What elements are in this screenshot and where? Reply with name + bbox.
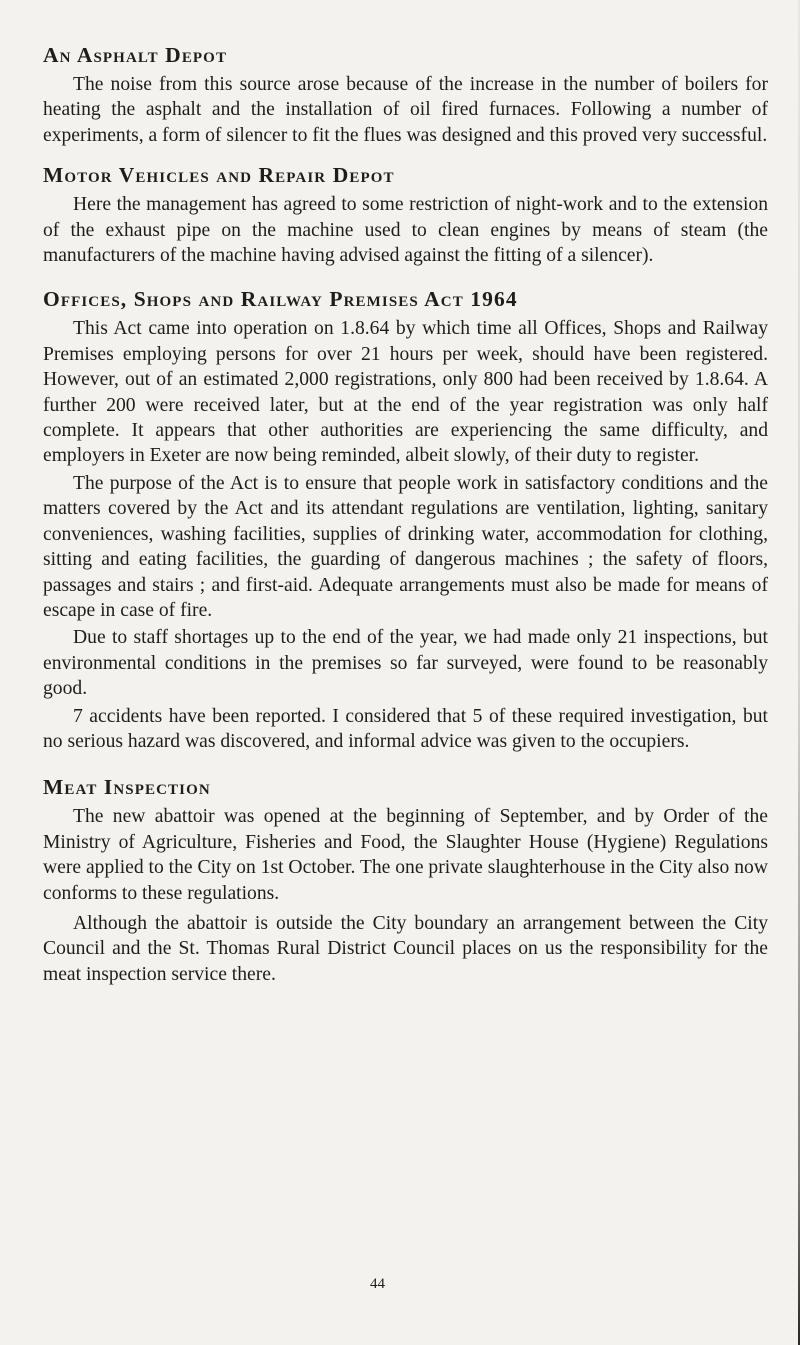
paragraph: The purpose of the Act is to ensure that people work in satisfactory conditions and the matters covered by the Act and its attendant regulations are ventilation, lighting, sanitary conveniences, washing facilities, supplies of drinking water, accommodation for clothing, sitting and eating facilities, the guarding of dangerous machines ; the safety of floors, passages and stairs ; and first-aid. Adequate arrangements must also be made for means of escape in case of fire. xyxy=(43,472,768,621)
section-meat-inspection xyxy=(43,772,768,987)
paragraph: Due to staff shortages up to the end of the year, we had made only 21 inspections, but environmental conditions in the premises so far surveyed, were found to be reasonably good. xyxy=(43,627,768,700)
paragraph: Although the abattoir is outside the City boundary an arrangement between the City Council and the St. Thomas Rural District Council places on us the responsibility for the meat inspection service there. xyxy=(43,912,768,985)
section-heading: An Asphalt Depot xyxy=(43,43,228,67)
document-page xyxy=(43,40,768,987)
section-offices-shops-railway-act xyxy=(43,284,768,754)
paragraph: This Act came into operation on 1.8.64 by which time all Offices, Shops and Railway Premises employing persons for over 21 hours per week, should have been registered. However, out of an estimated 2,000 registrations, only 800 had been received by 1.8.64. A further 200 were received later, but at the end of the year registration was only half complete. It appears that other authorities are experiencing the same difficulty, and employers in Exeter are now being reminded, albeit slowly, of their duty to register. xyxy=(43,318,768,467)
paragraph: The noise from this source arose because of the increase in the number of boilers for heating the asphalt and the installation of oil fired furnaces. Following a number of experiments, a form of silencer to fit the flues was designed and this proved very successful. xyxy=(43,74,768,146)
paragraph: The new abattoir was opened at the beginning of September, and by Order of the Ministry of Agriculture, Fisheries and Food, the Slaughter House (Hygiene) Regulations were applied to the City on 1st October. The one private slaughterhouse in the City also now conforms to these regulations. xyxy=(43,806,768,904)
paragraph: 7 accidents have been reported. I considered that 5 of these required investigation, but no serious hazard was discovered, and informal advice was given to the occupiers. xyxy=(43,705,768,752)
section-asphalt-depot xyxy=(43,40,768,148)
section-motor-vehicles xyxy=(43,160,768,268)
page-number: 44 xyxy=(370,1276,385,1292)
section-heading: Meat Inspection xyxy=(43,775,211,800)
paragraph: Here the management has agreed to some restriction of night-work and to the extension of the exhaust pipe on the machine used to clean engines by means of steam (the manufacturers of the machine having advised against the fitting of a silencer). xyxy=(43,194,768,267)
section-heading: Offices, Shops and Railway Premises Act 1964 xyxy=(43,287,518,312)
section-heading: Motor Vehicles and Repair Depot xyxy=(43,163,395,188)
